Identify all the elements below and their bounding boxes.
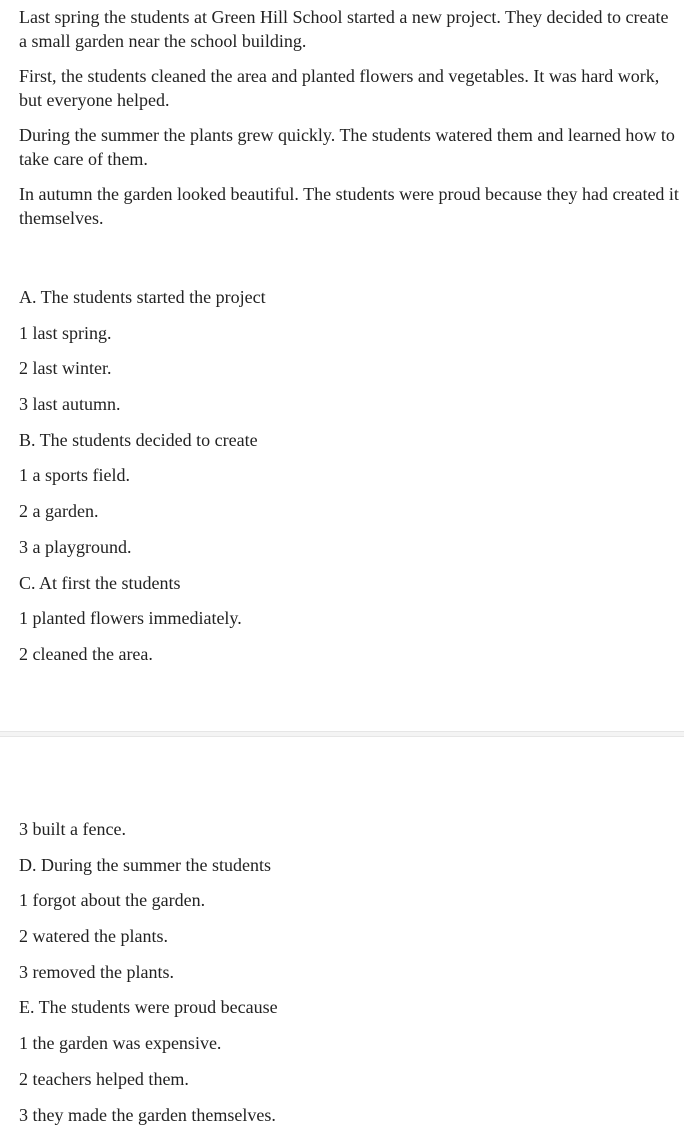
passage-paragraph: During the summer the plants grew quickly. The students watered them and learned how to take care of them. (19, 123, 679, 171)
question-e: E. The students were proud because (19, 995, 679, 1031)
document-page-2 (19, 817, 679, 1138)
answer-option: 1 last spring. (19, 321, 679, 357)
questions-part-1 (19, 285, 679, 678)
answer-option: 3 last autumn. (19, 392, 679, 428)
spacer (19, 241, 679, 285)
answer-option: 2 a garden. (19, 499, 679, 535)
passage-paragraph: In autumn the garden looked beautiful. The students were proud because they had created it themselves. (19, 182, 679, 230)
answer-option: 2 watered the plants. (19, 924, 679, 960)
answer-option: 2 teachers helped them. (19, 1067, 679, 1103)
answer-option: 3 they made the garden themselves. (19, 1103, 679, 1138)
page-separator (0, 731, 684, 737)
answer-option: 1 planted flowers immediately. (19, 606, 679, 642)
question-d: D. During the summer the students (19, 853, 679, 889)
answer-option: 1 forgot about the garden. (19, 888, 679, 924)
reading-passage (19, 5, 679, 230)
question-b: B. The students decided to create (19, 428, 679, 464)
questions-part-2 (19, 817, 679, 1138)
answer-option: 2 cleaned the area. (19, 642, 679, 678)
answer-option: 3 a playground. (19, 535, 679, 571)
answer-option: 1 the garden was expensive. (19, 1031, 679, 1067)
answer-option: 1 a sports field. (19, 463, 679, 499)
answer-option: 3 removed the plants. (19, 960, 679, 996)
question-a: A. The students started the project (19, 285, 679, 321)
document-page-1 (19, 5, 679, 678)
passage-paragraph: Last spring the students at Green Hill School started a new project. They decided to create a small garden near the school building. (19, 5, 679, 53)
answer-option: 2 last winter. (19, 356, 679, 392)
question-c: C. At first the students (19, 571, 679, 607)
passage-paragraph: First, the students cleaned the area and planted flowers and vegetables. It was hard work, but everyone helped. (19, 64, 679, 112)
answer-option: 3 built a fence. (19, 817, 679, 853)
